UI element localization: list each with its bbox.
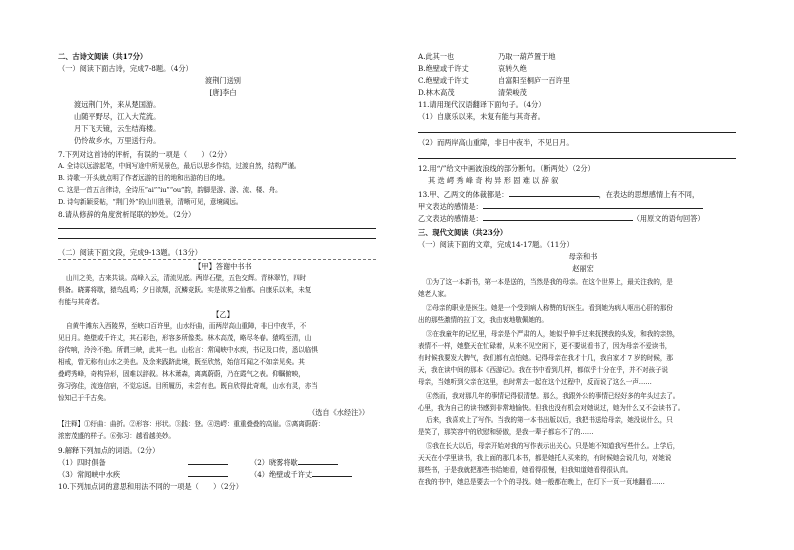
- text-b-line: 自黄牛滩东入西陵界，至峡口百许里，山水纡曲，而两岸高山重障，非日中夜半，不: [66, 322, 307, 330]
- q13-mid: ，在表达的思想感情上有不同，: [598, 190, 700, 199]
- q13-c-tail: （用原文的语句回答）: [632, 214, 705, 223]
- q9-item: （4）绝壁或千许丈: [250, 470, 313, 479]
- notes-line: 【注释】①纡曲：曲折。②形容：形状。③践：登。④迭崿：重重叠叠的高崖。⑤离离蔚蔚：: [58, 420, 325, 428]
- q10-option-row: [418, 88, 527, 97]
- section-2-title: 二、古诗文阅读（共17分）: [58, 52, 148, 61]
- q10-option-pair: 哀转久绝: [498, 64, 527, 73]
- question-10: 10.下列加点词的意思和用法不同的一项是（ ）（2分）: [58, 482, 243, 491]
- question-9: 9.解释下列加点的词语。（2分）: [58, 446, 160, 455]
- source-note: （选自《水经注》）: [308, 408, 370, 417]
- notes-line: 浓密茂盛的样子。⑥弥习：越看越美妙。: [58, 432, 175, 440]
- q11-item: （1）自康乐以来，未复有能与其奇者。: [418, 112, 545, 121]
- q13-blank[interactable]: [483, 220, 633, 221]
- article-line: 在我的书中，她总是要去一个个的寻找。她一般都在晚上，在灯下一页一页地翻看……: [418, 478, 665, 486]
- question-13: [418, 190, 699, 199]
- q10-option-pair: 自富阳至桐庐一百许里: [498, 76, 570, 85]
- question-12: 12.用“/”给文中画波浪线的部分断句。（断两处）（2分）: [418, 164, 595, 173]
- article-line: 表情不一样，她整天在忙碌着，从来不见空闲下，更不要说看书了，因为母亲不爱读书，: [418, 342, 672, 350]
- article-line: ②母亲的职业是医生。她是一个受到病人称赞的好医生。看到她为病人呕出心肝的那份: [426, 304, 673, 312]
- q13-blank[interactable]: [483, 208, 703, 209]
- q9-row: [58, 458, 338, 467]
- q12-text: 其 迭 崿 秀 峰 奇 构 异 形 固 难 以 辞 叙: [428, 176, 559, 185]
- q10-option-row: [418, 52, 556, 61]
- article-line: ⑤我在长大以后，母亲开始对我的写作表示出关心。只是她不知道我写些什么。上学后，: [426, 442, 680, 450]
- q13-lead: 13.甲、乙两文的体裁都是：: [418, 190, 509, 199]
- answer-line: [58, 228, 376, 229]
- divider: [58, 259, 376, 260]
- text-b-line: 见日月。绝壁或千许丈，其石彩色，形容多所像类。林木高茂，略尽冬春。猿鸣至清，山: [58, 334, 312, 342]
- text-b-line: 叠崿秀峰，奇构异形，固难以辞叙。林木萧森，离离蔚蔚，乃在霞气之表。仰瞩俯映，: [58, 370, 305, 378]
- article-line: 天，我在读中间的那本《西游记》。我在书中看到几样，都似乎十分在乎，并不对孩子说: [418, 366, 668, 374]
- q7-option-d: D. 诗句新颖妥帖，“荆门外”的山川胜景，清晰可见，意境阔远。: [58, 198, 243, 206]
- text-b-line: 惊知己于千古矣。: [58, 394, 110, 402]
- text-a-title: 【甲】答谢中书书: [194, 262, 252, 271]
- article-author: 赵丽宏: [572, 264, 594, 273]
- q13-row-b: [418, 202, 703, 211]
- text-a-line: 山川之美，古来共谈。高峰入云，清流见底。两岸石壁，五色交辉。青林翠竹，四时: [66, 274, 307, 282]
- q9-blank[interactable]: [298, 464, 338, 465]
- q9-blank[interactable]: [188, 464, 228, 465]
- q7-option-b: B. 诗歌一开头就点明了作者远游的目的地和出游的目的地。: [58, 174, 230, 182]
- q13-row-c: [418, 214, 705, 223]
- article-line: ①为了这一本新书，第一本是送的，当然是我的母亲。在这个世界上，最关注我的，是: [426, 278, 673, 286]
- q7-option-c: C. 这是一首五言律诗，全诗压“ai”“iu”“ou”韵，韵脚是游、游、流、楼、舟。: [58, 186, 282, 194]
- q10-option-label: B.绝壁或千许丈: [418, 64, 469, 73]
- article-line: 母亲，当她听到父亲在这里，也时常去一起在这个过程中，反而说了这么一声……: [418, 378, 652, 386]
- answer-line[interactable]: [418, 132, 736, 133]
- article-line: 是笑了，那笑容中的欣慰和骄傲，是我一辈子都忘不了的……: [418, 428, 594, 436]
- prose-intro: （二）阅读下面文段，完成9-13题。（13分）: [58, 248, 202, 257]
- article-line: 出的那些激情的拉丁文，我由衷地敬佩她的。: [418, 316, 548, 324]
- q9-row: [58, 470, 352, 479]
- section-3-title: 三、现代文阅读（共23分）: [418, 228, 508, 237]
- q10-option-row: [418, 76, 570, 85]
- q13-b: 甲文表达的感情是：: [418, 202, 483, 211]
- article-line: 她老人家。: [418, 290, 451, 298]
- text-b-title: 【乙】: [212, 310, 234, 319]
- text-a-line: 有能与其奇者。: [58, 298, 104, 306]
- q13-c: 乙文表达的感情是：: [418, 214, 483, 223]
- q10-option-row: [418, 64, 527, 73]
- question-7: 7.下列对这首诗的评析，有误的一项是（ ）（2分）: [58, 150, 232, 159]
- q9-blank[interactable]: [312, 476, 352, 477]
- poem-line: 山随平野尽，江入大荒流。: [74, 112, 161, 121]
- poem-line: 月下飞天镜，云生结海楼。: [74, 124, 161, 133]
- question-8: 8.请从修辞的角度赏析尾联的妙处。（2分）: [58, 210, 196, 219]
- poem-line: 渡远荆门外，来从楚国游。: [74, 100, 161, 109]
- answer-line[interactable]: [418, 158, 736, 159]
- q10-option-pair: 清荣峻茂: [498, 88, 527, 97]
- q10-option-label: A.此其一也: [418, 52, 455, 61]
- answer-line: [58, 238, 376, 239]
- question-11: 11.请用现代汉语翻译下面句子。（4分）: [418, 100, 546, 109]
- q7-option-a: A. 全诗以远游起笔，中间写途中所见景色，最后以思乡作结，过渡自然，结构严谨。: [58, 162, 301, 170]
- q10-option-pair: 乃取一葫芦置于地: [498, 52, 556, 61]
- poem-author: [唐]李白: [209, 88, 237, 97]
- article-line: ④然而，我对那几年的事情记得很清楚。那么，我跟外公的事情已经好多的年头过去了。: [426, 392, 680, 400]
- q11-item: （2）而两岸高山重障，非日中夜半，不见日月。: [418, 138, 574, 147]
- article-line: 有时候我要发大脾气，我们都有点怕她。记得母亲在我才十几，我自家才 7 岁的时候，那: [418, 354, 673, 362]
- q9-item: （1）四时俱备: [58, 458, 106, 467]
- text-b-line: 相戒，曾无称有山水之美也。及余来践跻此境，既至欣然，始信耳闻之不如亲见矣。其: [58, 358, 305, 366]
- article-line: 心里，我为自己的读书感到非常地愉快。但我也没有机会对她说过，她为什么又不会读书了。: [418, 404, 685, 412]
- article-line: 后来，我喜欢上了写作。当我的第一本书出版以后，我把书送给母亲，她没说什么，只: [426, 416, 673, 424]
- q9-blank[interactable]: [188, 476, 228, 477]
- poem-intro: （一）阅读下面古诗，完成7-8题。（4分）: [58, 64, 193, 73]
- article-line: 天天在小学里读书，我上面的那几本书，都是她托人买来的，有时候她会说几句，对她说: [418, 454, 672, 462]
- article-line: ③在我童年的记忆里，母亲是个严肃的人，她似乎伸手过来抚摸我的头发，和我的亲热，: [426, 330, 680, 338]
- q13-blank[interactable]: [509, 196, 599, 197]
- q9-item: （3）常闻峡中水疾: [58, 470, 121, 479]
- article-line: 那些书，于是我就把那些书给她看，她看得很慢，但我知道她看得很认真。: [418, 466, 633, 474]
- modern-intro: （一）阅读下面的文章，完成14-17题。（11分）: [418, 240, 574, 249]
- poem-line: 仍怜故乡水，万里送行舟。: [74, 136, 161, 145]
- article-title: 母亲和书: [568, 252, 598, 261]
- q10-option-label: C.绝壁或千许丈: [418, 76, 469, 85]
- q9-item: （2）晓雾将歇: [250, 458, 298, 467]
- text-b-line: 谷传响，泠泠不绝。所谓三峡，此其一也。山松言：常闻峡中水疾，书记及口传，悉以临惧: [58, 346, 318, 354]
- poem-title: 渡荆门送别: [205, 76, 241, 85]
- q10-option-label: D.林木高茂: [418, 88, 455, 97]
- text-b-line: 弥习弥佳，流连信宿，不觉忘返。目所履历，未尝有也。既自欣得此奇观，山水有灵，亦当: [58, 382, 318, 390]
- text-a-line: 俱备。晓雾将歇，猿鸟乱鸣；夕日欲颓，沉鳞竞跃。实是欲界之仙都。自康乐以来，未复: [58, 286, 312, 294]
